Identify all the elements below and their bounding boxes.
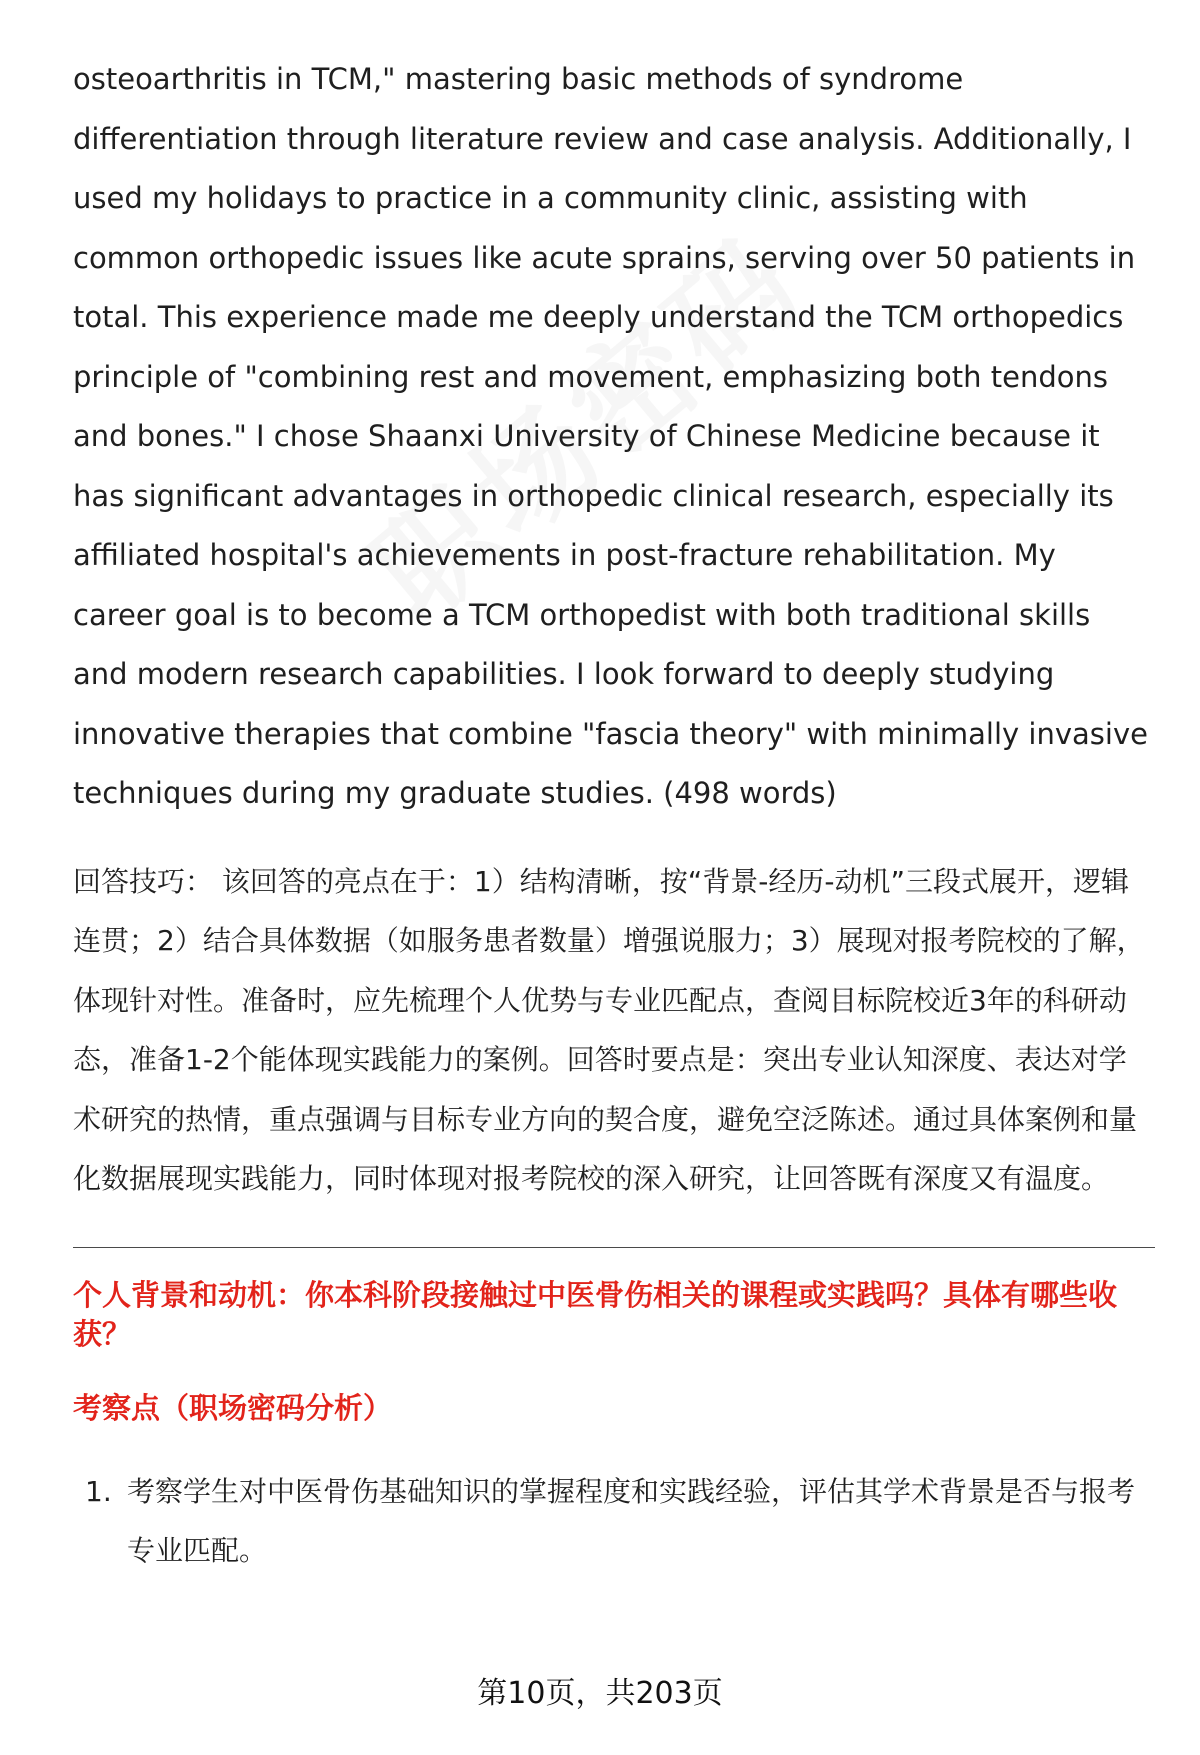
list-item-text: 考察学生对中医骨伤基础知识的掌握程度和实践经验，评估其学术背景是否与报考专业匹配。: [127, 1474, 1136, 1567]
answer-paragraph: osteoarthritis in TCM," mastering basic methods of syndrome differentiation through literature review and case analysis. Additionally, I used my holidays to practice in a community clinic, assisting with common orthopedic issues like acute sprains, serving over 50 patients in total. This experience made me deeply understand the TCM orthopedics principle of "combining rest and movement, emphasizing both tendons and bones." I chose Shaanxi University of Chinese Medicine because it has significant advantages in orthopedic clinical research, especially its affiliated hospital's achievements in post-fracture rehabilitation. My career goal is to become a TCM orthopedist with both traditional skills and modern research capabilities. I look forward to deeply studying innovative therapies that combine "fascia theory" with minimally invasive techniques during my graduate studies. (498 words): [73, 62, 1148, 810]
list-item: [73, 1462, 1153, 1580]
tips-label: 回答技巧：: [73, 864, 214, 898]
answer-tips: [73, 852, 1153, 1209]
assessment-points-heading: 考察点（职场密码分析）: [73, 1390, 393, 1425]
tips-text: 该回答的亮点在于：1）结构清晰，按“背景-经历-动机”三段式展开，逻辑连贯；2）结合具体数据（如服务患者数量）增强说服力；3）展现对报考院校的了解，体现针对性。准备时，应先梳理个人优势与专业匹配点，查阅目标院校近3年的科研动态，准备1-2个能体现实践能力的案例。回答时要点是：突出专业认知深度、表达对学术研究的热情，重点强调与目标专业方向的契合度，避免空泛陈述。通过具体案例和量化数据展现实践能力，同时体现对报考院校的深入研究，让回答既有深度又有温度。: [73, 864, 1145, 1195]
page-footer: 第10页，共203页: [477, 1676, 723, 1711]
question-heading: 个人背景和动机：你本科阶段接触过中医骨伤相关的课程或实践吗？具体有哪些收获？: [73, 1277, 1118, 1351]
list-item-number: 1.: [85, 1474, 112, 1508]
section-divider: [73, 1247, 1155, 1248]
assessment-points-list: [73, 1462, 1153, 1580]
document-page: [73, 50, 1153, 1580]
